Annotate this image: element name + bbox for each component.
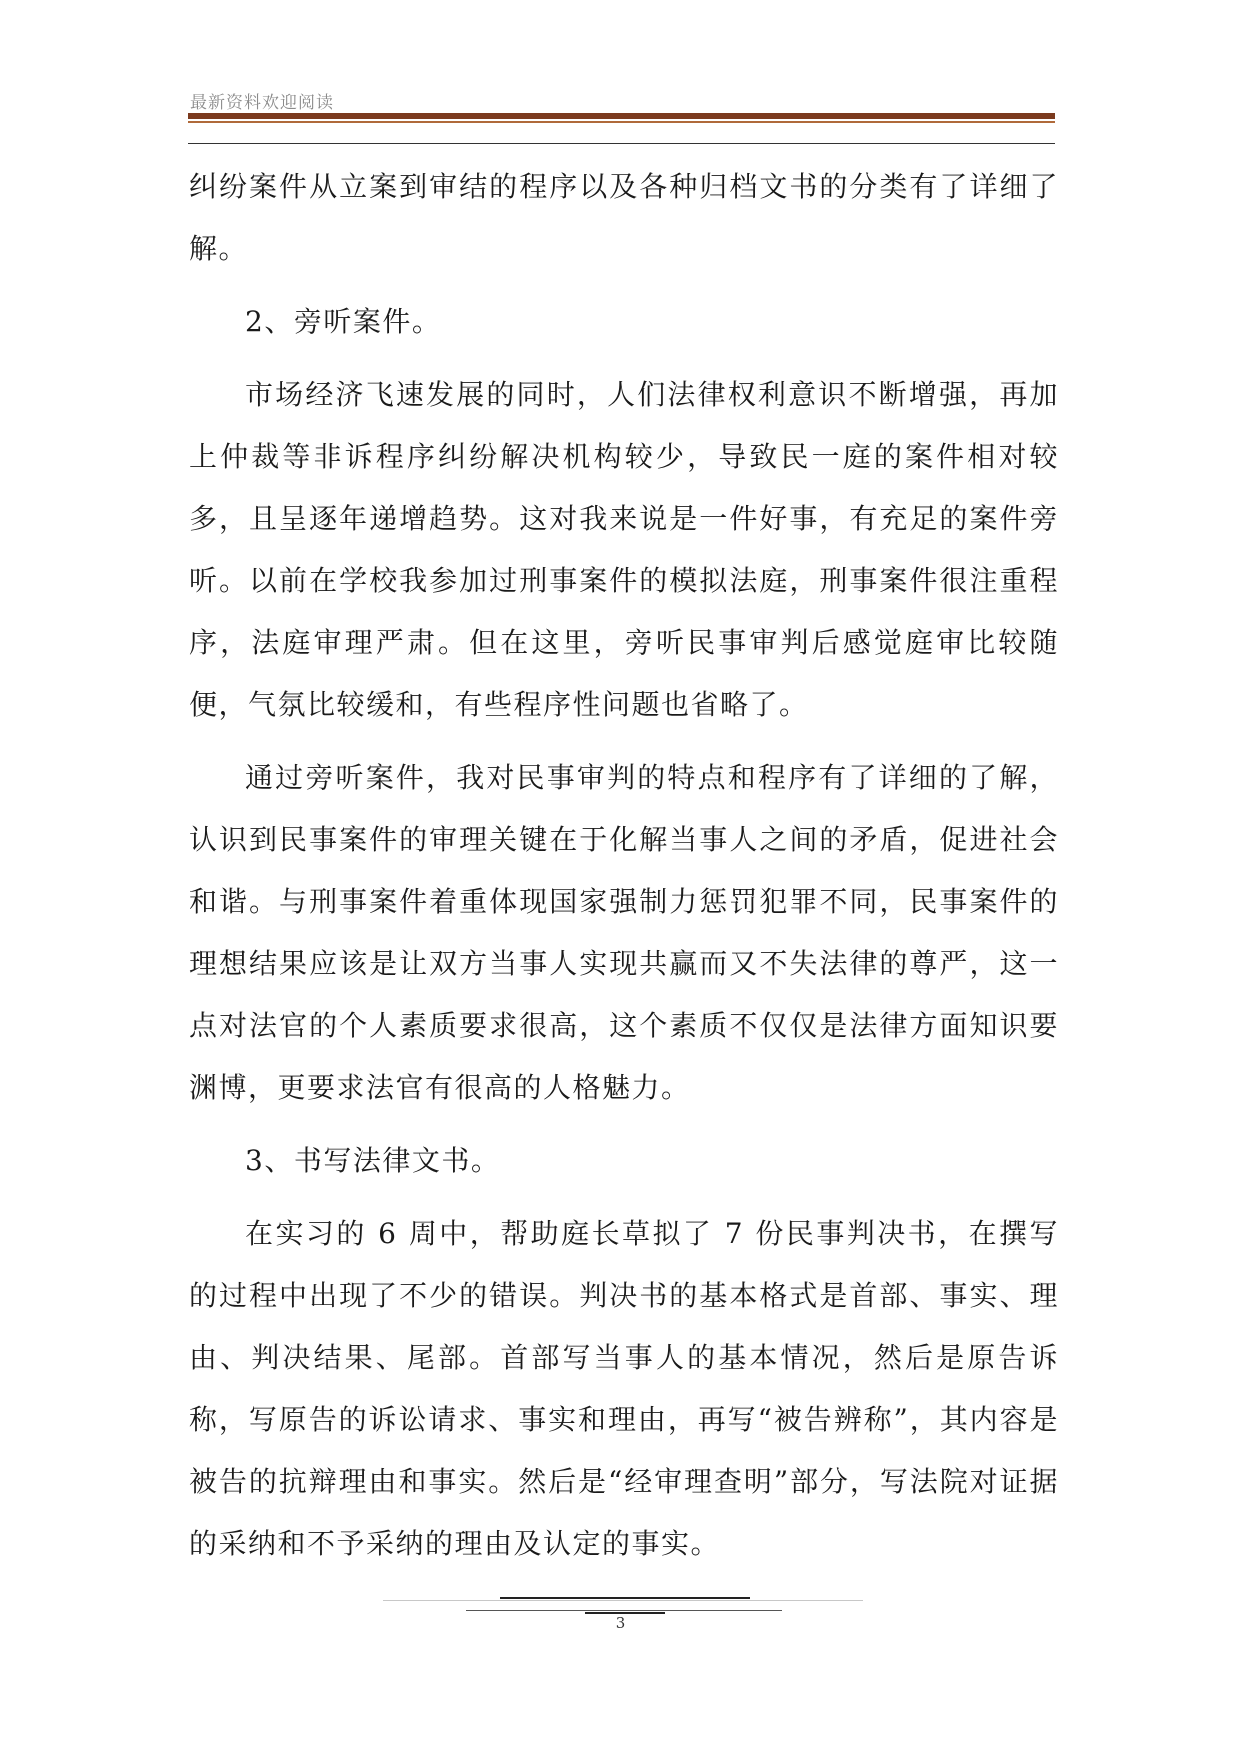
section-heading-2: 2、旁听案件。 <box>245 305 442 338</box>
header-rule-thin <box>188 121 1055 123</box>
header-rule-thick <box>188 113 1055 119</box>
footer-rule <box>383 1600 863 1601</box>
footer-rule <box>466 1610 782 1611</box>
header-title: 最新资料欢迎阅读 <box>190 93 334 113</box>
document-body <box>189 156 1059 1586</box>
section-heading-3: 3、书写法律文书。 <box>245 1144 501 1177</box>
paragraph: 通过旁听案件，我对民事审判的特点和程序有了详细的了解，认识到民事案件的审理关键在于化解当事人之间的矛盾，促进社会和谐。与刑事案件着重体现国家强制力惩罚犯罪不同，民事案件的理想结果应该是让双方当事人实现共赢而又不失法律的尊严，这一点对法官的个人素质要求很高，这个素质不仅仅是法律方面知识要渊博，更要求法官有很高的人格魅力。 <box>189 761 1059 1104</box>
paragraph: 市场经济飞速发展的同时，人们法律权利意识不断增强，再加上仲裁等非诉程序纠纷解决机构较少，导致民一庭的案件相对较多，且呈逐年递增趋势。这对我来说是一件好事，有充足的案件旁听。以前在学校我参加过刑事案件的模拟法庭，刑事案件很注重程序，法庭审理严肃。但在这里，旁听民事审判后感觉庭审比较随便，气氛比较缓和，有些程序性问题也省略了。 <box>189 378 1059 721</box>
paragraph: 在实习的 6 周中，帮助庭长草拟了 7 份民事判决书，在撰写的过程中出现了不少的错误。判决书的基本格式是首部、事实、理由、判决结果、尾部。首部写当事人的基本情况，然后是原告诉称，写原告的诉讼请求、事实和理由，再写“被告辨称”，其内容是被告的抗辩理由和事实。然后是“经审理查明”部分，写法院对证据的采纳和不予采纳的理由及认定的事实。 <box>189 1217 1059 1560</box>
footer-rule <box>500 1597 750 1599</box>
paragraph-continuation: 纠纷案件从立案到审结的程序以及各种归档文书的分类有了详细了解。 <box>189 170 1059 265</box>
header-rule-underline <box>188 143 1055 144</box>
page-number: 3 <box>615 1614 626 1632</box>
